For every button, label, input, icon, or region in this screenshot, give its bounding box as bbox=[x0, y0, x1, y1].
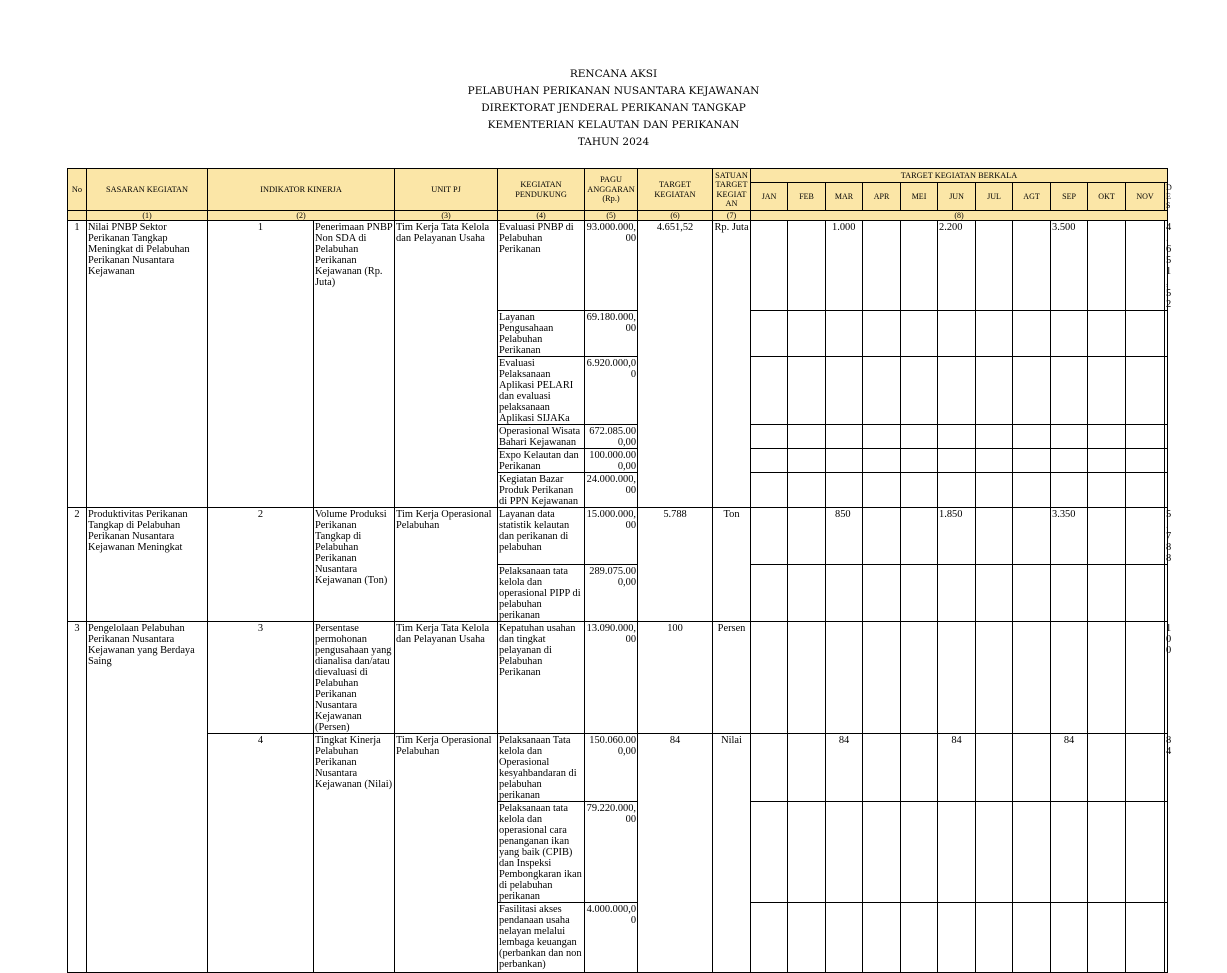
pagu-value: 6.920.000,00 bbox=[585, 357, 638, 425]
pagu-value: 93.000.000,00 bbox=[585, 221, 638, 311]
month-header: FEB bbox=[788, 183, 826, 211]
pagu-value: 69.180.000,00 bbox=[585, 311, 638, 357]
indikator-text: Tingkat Kinerja Pelabuhan Perikanan Nusantara Kejawanan (Nilai) bbox=[314, 734, 395, 973]
col-header-target: TARGET KEGIATAN bbox=[638, 169, 713, 211]
kegiatan-text: Kepatuhan usahan dan tingkat pelayanan di Pelabuhan Perikanan bbox=[498, 622, 585, 734]
monthly-target bbox=[826, 622, 863, 734]
col-header-kegiatan: KEGIATAN PENDUKUNG bbox=[498, 169, 585, 211]
pagu-value: 100.000.000,00 bbox=[585, 449, 638, 473]
monthly-target bbox=[976, 734, 1013, 802]
pagu-value: 24.000.000,00 bbox=[585, 473, 638, 508]
sasaran-no: 2 bbox=[68, 508, 87, 622]
monthly-target bbox=[901, 508, 938, 565]
target-value: 100 bbox=[638, 622, 713, 734]
target-value: 84 bbox=[638, 734, 713, 973]
col-number: (3) bbox=[395, 211, 498, 221]
kegiatan-text: Evaluasi Pelaksanaan Aplikasi PELARI dan evaluasi pelaksanaan Aplikasi SIJAKa bbox=[498, 357, 585, 425]
monthly-target bbox=[1126, 622, 1165, 734]
kegiatan-text: Pelaksanaan tata kelola dan operasional cara penanganan ikan yang baik (CPIB) dan Inspeksi Pembongkaran ikan di pelabuhan perikanan bbox=[498, 802, 585, 903]
title-line-3: DIREKTORAT JENDERAL PERIKANAN TANGKAP bbox=[481, 102, 746, 114]
satuan-value: Persen bbox=[713, 622, 751, 734]
month-header: DES bbox=[1166, 183, 1172, 210]
title-line-1: RENCANA AKSI bbox=[569, 68, 658, 80]
monthly-target bbox=[1126, 508, 1165, 565]
col-header-pagu: PAGU ANGGARAN (Rp.) bbox=[585, 169, 638, 211]
monthly-target bbox=[1088, 622, 1126, 734]
sasaran-no: 3 bbox=[68, 622, 87, 973]
indikator-no: 2 bbox=[208, 508, 314, 622]
monthly-target: 1.850 bbox=[938, 508, 976, 565]
pagu-value: 289.075.000,00 bbox=[585, 565, 638, 622]
indikator-no: 3 bbox=[208, 622, 314, 734]
monthly-target bbox=[1013, 734, 1051, 802]
indikator-text: Volume Produksi Perikanan Tangkap di Pelabuhan Perikanan Nusantara Kejawanan (Ton) bbox=[314, 508, 395, 622]
monthly-target bbox=[788, 734, 826, 802]
monthly-target bbox=[788, 221, 826, 311]
sasaran-no: 1 bbox=[68, 221, 87, 508]
rencana-aksi-table bbox=[67, 168, 1172, 973]
monthly-target bbox=[1013, 622, 1051, 734]
unit-pj: Tim Kerja Tata Kelola dan Pelayanan Usaha bbox=[395, 622, 498, 734]
kegiatan-text: Layanan Pengusahaan Pelabuhan Perikanan bbox=[498, 311, 585, 357]
kegiatan-text: Operasional Wisata Bahari Kejawanan bbox=[498, 425, 585, 449]
target-value: 5.788 bbox=[638, 508, 713, 622]
indikator-no: 1 bbox=[208, 221, 314, 508]
monthly-target bbox=[1126, 221, 1165, 311]
monthly-target: 100 bbox=[1165, 622, 1168, 734]
document-title-block bbox=[0, 66, 1227, 151]
monthly-target bbox=[788, 508, 826, 565]
monthly-target: 3.350 bbox=[1051, 508, 1088, 565]
pagu-value: 150.060.000,00 bbox=[585, 734, 638, 802]
monthly-target bbox=[751, 734, 788, 802]
monthly-target bbox=[751, 221, 788, 311]
monthly-target bbox=[1051, 622, 1088, 734]
monthly-target bbox=[1013, 221, 1051, 311]
monthly-target: 2.200 bbox=[938, 221, 976, 311]
title-line-4: KEMENTERIAN KELAUTAN DAN PERIKANAN bbox=[487, 119, 740, 131]
month-header: JUL bbox=[976, 183, 1013, 211]
monthly-target bbox=[1088, 221, 1126, 311]
col-number: (1) bbox=[87, 211, 208, 221]
monthly-target: 5.788 bbox=[1166, 509, 1172, 564]
monthly-target: 1.000 bbox=[826, 221, 863, 311]
monthly-target bbox=[863, 508, 901, 565]
satuan-value: Nilai bbox=[713, 734, 751, 973]
month-header: SEP bbox=[1051, 183, 1088, 211]
month-header: AGT bbox=[1013, 183, 1051, 211]
pagu-value: 15.000.000,00 bbox=[585, 508, 638, 565]
kegiatan-text: Fasilitasi akses pendanaan usaha nelayan melalui lembaga keuangan (perbankan dan non perbankan) bbox=[498, 903, 585, 973]
kegiatan-text: Kegiatan Bazar Produk Perikanan di PPN Kejawanan bbox=[498, 473, 585, 508]
col-number: (5) bbox=[585, 211, 638, 221]
monthly-target bbox=[976, 622, 1013, 734]
target-value: 4.651,52 bbox=[638, 221, 713, 508]
month-header: APR bbox=[863, 183, 901, 211]
unit-pj: Tim Kerja Operasional Pelabuhan bbox=[395, 734, 498, 973]
month-header: MEI bbox=[901, 183, 938, 211]
month-header: OKT bbox=[1088, 183, 1126, 211]
monthly-target: 84 bbox=[826, 734, 863, 802]
title-line-5: TAHUN 2024 bbox=[577, 136, 650, 148]
monthly-target: 84 bbox=[1051, 734, 1088, 802]
monthly-target bbox=[1088, 508, 1126, 565]
monthly-target: 84 bbox=[938, 734, 976, 802]
table-row bbox=[68, 622, 1168, 734]
kegiatan-text: Pelaksanaan Tata kelola dan Operasional kesyahbandaran di pelabuhan perikanan bbox=[498, 734, 585, 802]
satuan-value: Ton bbox=[713, 508, 751, 622]
col-number bbox=[68, 211, 87, 221]
monthly-target bbox=[901, 734, 938, 802]
monthly-target bbox=[788, 622, 826, 734]
kegiatan-text: Expo Kelautan dan Perikanan bbox=[498, 449, 585, 473]
col-number: (7) bbox=[713, 211, 751, 221]
kegiatan-text: Evaluasi PNBP di Pelabuhan Perikanan bbox=[498, 221, 585, 311]
table-row bbox=[68, 221, 1168, 311]
sasaran-text: Produktivitas Perikanan Tangkap di Pelabuhan Perikanan Nusantara Kejawanan Meningkat bbox=[87, 508, 208, 622]
col-header-indikator: INDIKATOR KINERJA bbox=[208, 169, 395, 211]
table-row bbox=[68, 734, 1168, 802]
monthly-target bbox=[751, 622, 788, 734]
indikator-text: Persentase permohonan pengusahaan yang dianalisa dan/atau dievaluasi di Pelabuhan Perikanan Nusantara Kejawanan (Persen) bbox=[314, 622, 395, 734]
unit-pj: Tim Kerja Operasional Pelabuhan bbox=[395, 508, 498, 622]
pagu-value: 4.000.000,00 bbox=[585, 903, 638, 973]
col-header-sasaran: SASARAN KEGIATAN bbox=[87, 169, 208, 211]
col-header-unit: UNIT PJ bbox=[395, 169, 498, 211]
month-header: NOV bbox=[1126, 183, 1165, 211]
monthly-target bbox=[976, 508, 1013, 565]
month-header: JUN bbox=[938, 183, 976, 211]
col-number: (4) bbox=[498, 211, 585, 221]
monthly-target bbox=[901, 622, 938, 734]
sasaran-text: Pengelolaan Pelabuhan Perikanan Nusantara Kejawanan yang Berdaya Saing bbox=[87, 622, 208, 973]
monthly-target: 84 bbox=[1165, 734, 1168, 802]
title-line-2: PELABUHAN PERIKANAN NUSANTARA KEJAWANAN bbox=[467, 85, 760, 97]
col-header-no: No bbox=[68, 169, 87, 211]
monthly-target: 3.500 bbox=[1051, 221, 1088, 311]
pagu-value: 672.085.000,00 bbox=[585, 425, 638, 449]
monthly-target bbox=[1088, 734, 1126, 802]
monthly-target: 850 bbox=[826, 508, 863, 565]
kegiatan-text: Layanan data statistik kelautan dan perikanan di pelabuhan bbox=[498, 508, 585, 565]
month-header: JAN bbox=[751, 183, 788, 211]
col-number: (8) bbox=[751, 211, 1168, 221]
monthly-target bbox=[1013, 508, 1051, 565]
satuan-value: Rp. Juta bbox=[713, 221, 751, 508]
col-number: (2) bbox=[208, 211, 395, 221]
monthly-target bbox=[863, 734, 901, 802]
unit-pj: Tim Kerja Tata Kelola dan Pelayanan Usaha bbox=[395, 221, 498, 508]
monthly-target bbox=[863, 622, 901, 734]
month-header: MAR bbox=[826, 183, 863, 211]
indikator-text: Penerimaan PNBP Non SDA di Pelabuhan Perikanan Kejawanan (Rp. Juta) bbox=[314, 221, 395, 508]
col-header-berkala: TARGET KEGIATAN BERKALA bbox=[751, 169, 1168, 183]
monthly-target bbox=[901, 221, 938, 311]
monthly-target bbox=[976, 221, 1013, 311]
sasaran-text: Nilai PNBP Sektor Perikanan Tangkap Meningkat di Pelabuhan Perikanan Nusantara Kejawanan bbox=[87, 221, 208, 508]
pagu-value: 13.090.000,00 bbox=[585, 622, 638, 734]
monthly-target: 4.651,52 bbox=[1166, 222, 1172, 310]
indikator-no: 4 bbox=[208, 734, 314, 973]
col-header-satuan: SATUAN TARGET KEGIATAN bbox=[713, 169, 751, 211]
monthly-target bbox=[751, 508, 788, 565]
kegiatan-text: Pelaksanaan tata kelola dan operasional PIPP di pelabuhan perikanan bbox=[498, 565, 585, 622]
monthly-target bbox=[938, 622, 976, 734]
monthly-target bbox=[1126, 734, 1165, 802]
col-number: (6) bbox=[638, 211, 713, 221]
pagu-value: 79.220.000,00 bbox=[585, 802, 638, 903]
monthly-target bbox=[863, 221, 901, 311]
table-row bbox=[68, 508, 1168, 565]
